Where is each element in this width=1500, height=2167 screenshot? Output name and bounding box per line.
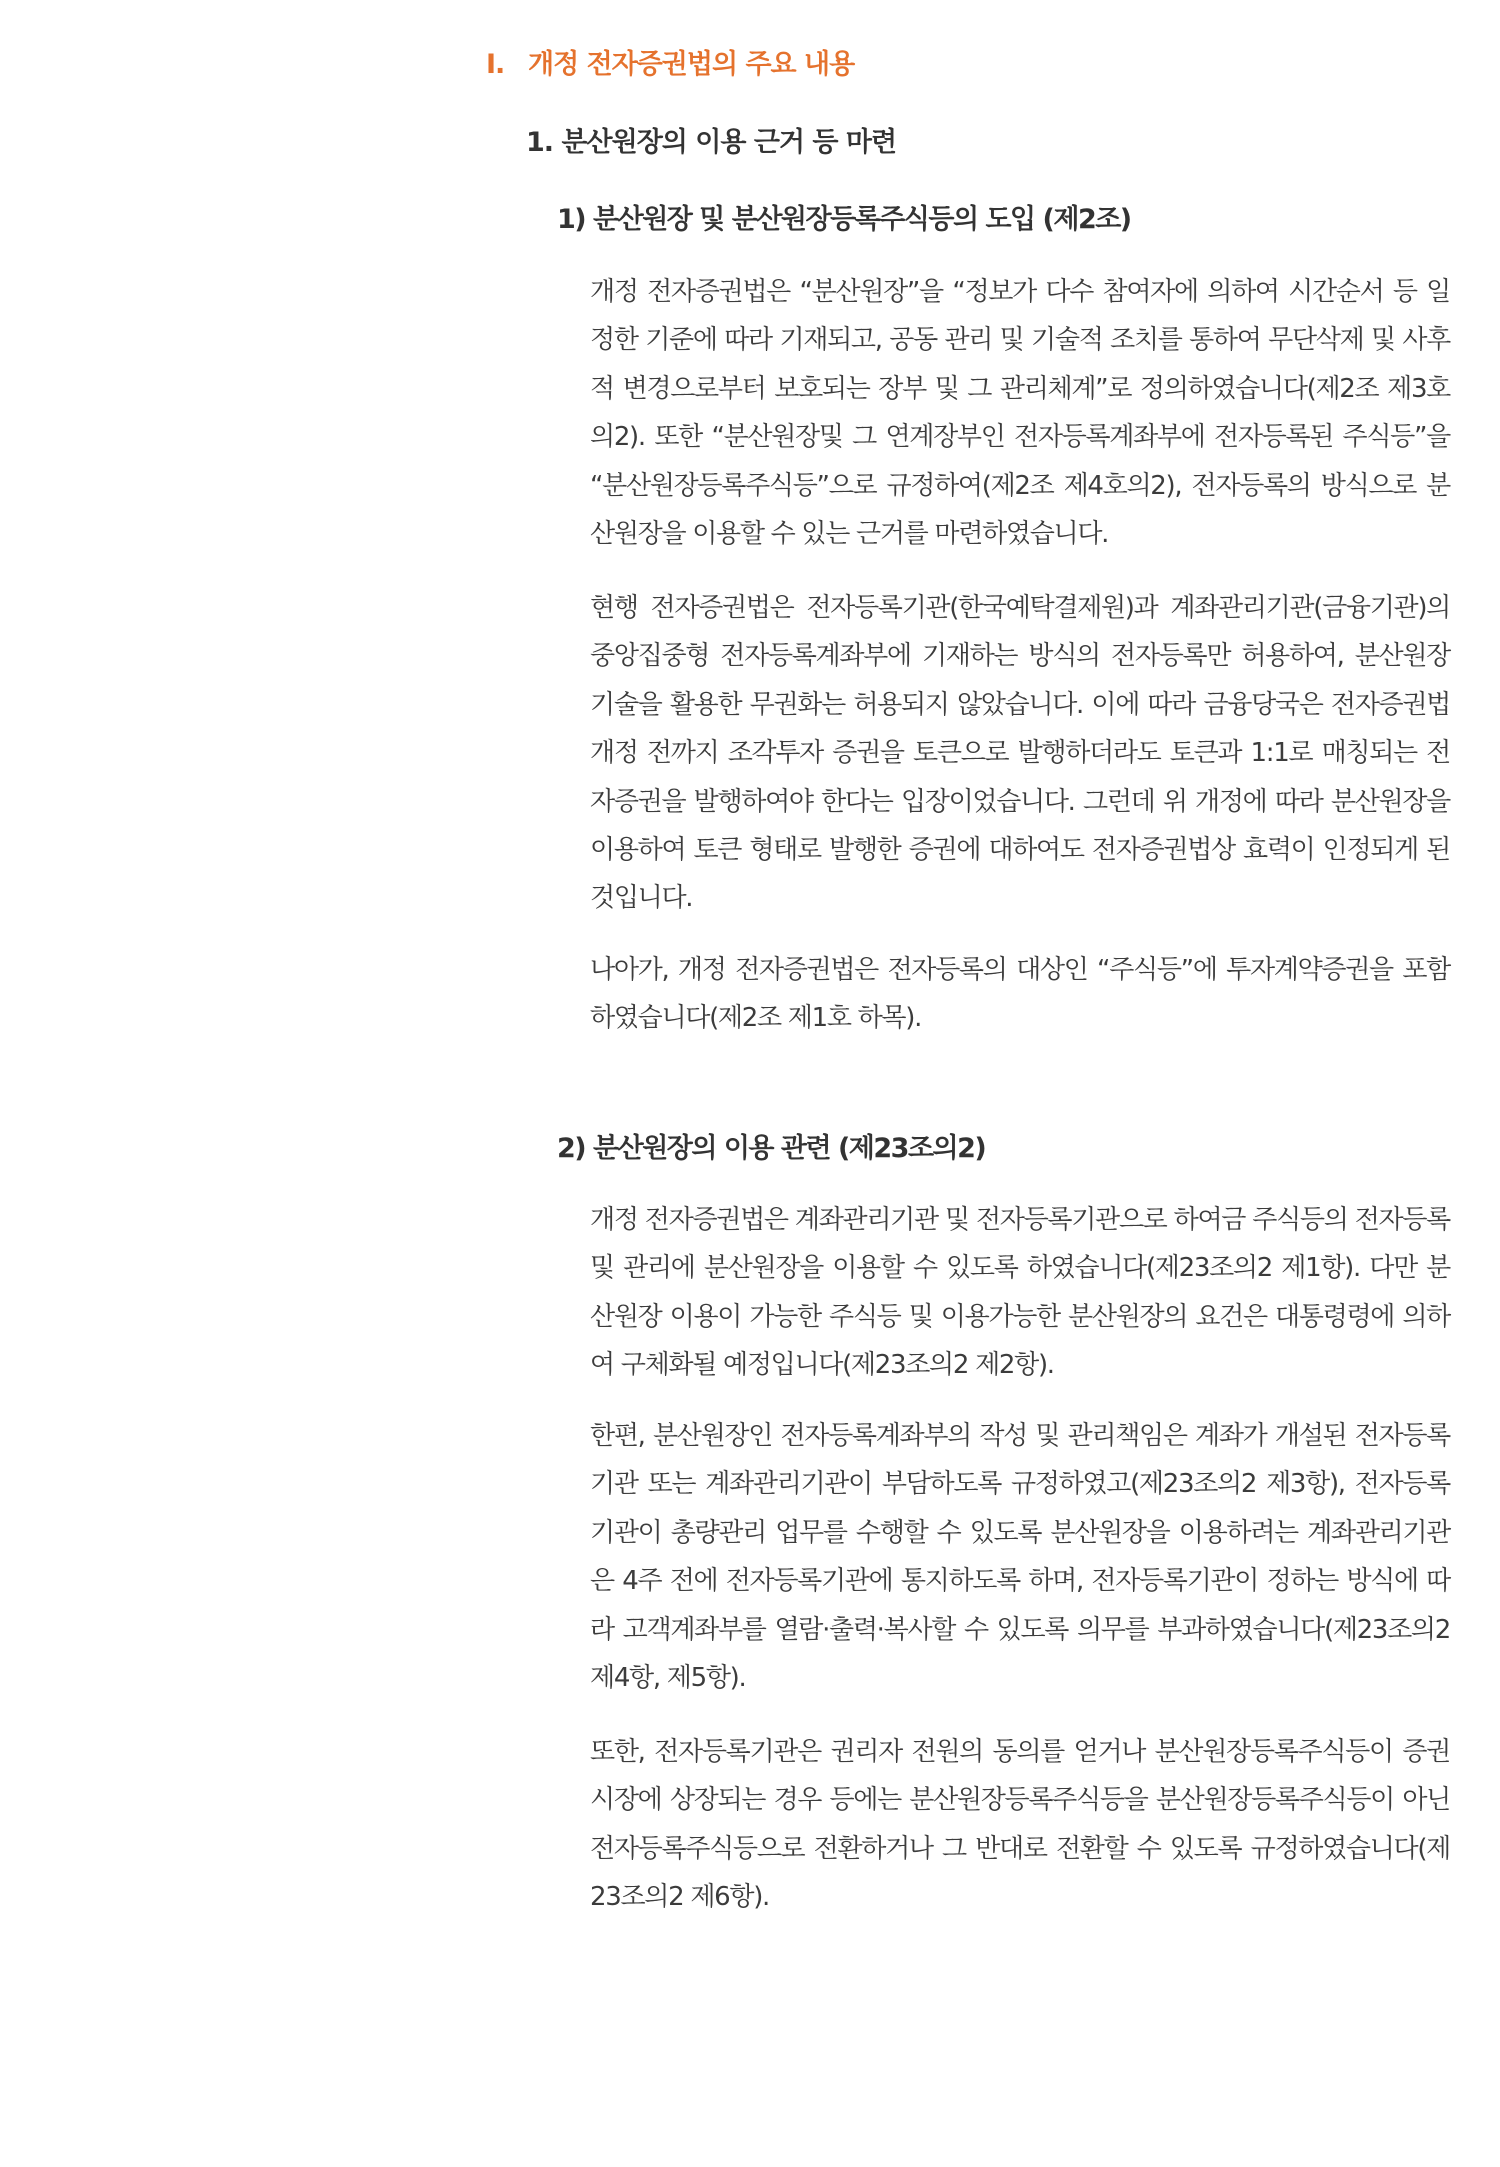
item-heading-1: 1) 분산원장 및 분산원장등록주식등의 도입 (제2조)	[557, 204, 1131, 235]
paragraph: 한편, 분산원장인 전자등록계좌부의 작성 및 관리책임은 계좌가 개설된 전자등록기관 또는 계좌관리기관이 부담하도록 규정하였고(제23조의2 제3항), 전자등록기관이 총량관리 업무를 수행할 수 있도록 분산원장을 이용하려는 계좌관리기관은 4주 전에 전자등록기관에 통지하도록 하며, 전자등록기관이 정하는 방식에 따라 고객계좌부를 열람·출력·복사할 수 있도록 의무를 부과하였습니다(제23조의2 제4항, 제5항).	[590, 1421, 1450, 1694]
subsection-heading: 1. 분산원장의 이용 근거 등 마련	[526, 127, 897, 158]
paragraph: 개정 전자증권법은 계좌관리기관 및 전자등록기관으로 하여금 주식등의 전자등록 및 관리에 분산원장을 이용할 수 있도록 하였습니다(제23조의2 제1항). 다만 분산원장 이용이 가능한 주식등 및 이용가능한 분산원장의 요건은 대통령령에 의하여 구체화될 예정입니다(제23조의2 제2항).	[590, 1205, 1450, 1381]
section-number: I.	[486, 49, 505, 80]
paragraph: 현행 전자증권법은 전자등록기관(한국예탁결제원)과 계좌관리기관(금융기관)의 중앙집중형 전자등록계좌부에 기재하는 방식의 전자등록만 허용하여, 분산원장 기술을 활용한 무권화는 허용되지 않았습니다. 이에 따라 금융당국은 전자증권법 개정 전까지 조각투자 증권을 토큰으로 발행하더라도 토큰과 1:1로 매칭되는 전자증권을 발행하여야 한다는 입장이었습니다. 그런데 위 개정에 따라 분산원장을 이용하여 토큰 형태로 발행한 증권에 대하여도 전자증권법상 효력이 인정되게 된 것입니다.	[590, 593, 1450, 914]
paragraph: 개정 전자증권법은 “분산원장”을 “정보가 다수 참여자에 의하여 시간순서 등 일정한 기준에 따라 기재되고, 공동 관리 및 기술적 조치를 통하여 무단삭제 및 사후적 변경으로부터 보호되는 장부 및 그 관리체계”로 정의하였습니다(제2조 제3호의2). 또한 “분산원장및 그 연계장부인 전자등록계좌부에 전자등록된 주식등”을 “분산원장등록주식등”으로 규정하여(제2조 제4호의2), 전자등록의 방식으로 분산원장을 이용할 수 있는 근거를 마련하였습니다.	[590, 277, 1450, 550]
paragraph: 또한, 전자등록기관은 권리자 전원의 동의를 얻거나 분산원장등록주식등이 증권시장에 상장되는 경우 등에는 분산원장등록주식등을 분산원장등록주식등이 아닌 전자등록주식등으로 전환하거나 그 반대로 전환할 수 있도록 규정하였습니다(제23조의2 제6항).	[590, 1737, 1450, 1913]
section-title: 개정 전자증권법의 주요 내용	[528, 49, 855, 80]
section-heading	[486, 42, 854, 81]
item-heading-2: 2) 분산원장의 이용 관련 (제23조의2)	[557, 1133, 986, 1164]
paragraph: 나아가, 개정 전자증권법은 전자등록의 대상인 “주식등”에 투자계약증권을 포함하였습니다(제2조 제1호 하목).	[590, 955, 1450, 1034]
